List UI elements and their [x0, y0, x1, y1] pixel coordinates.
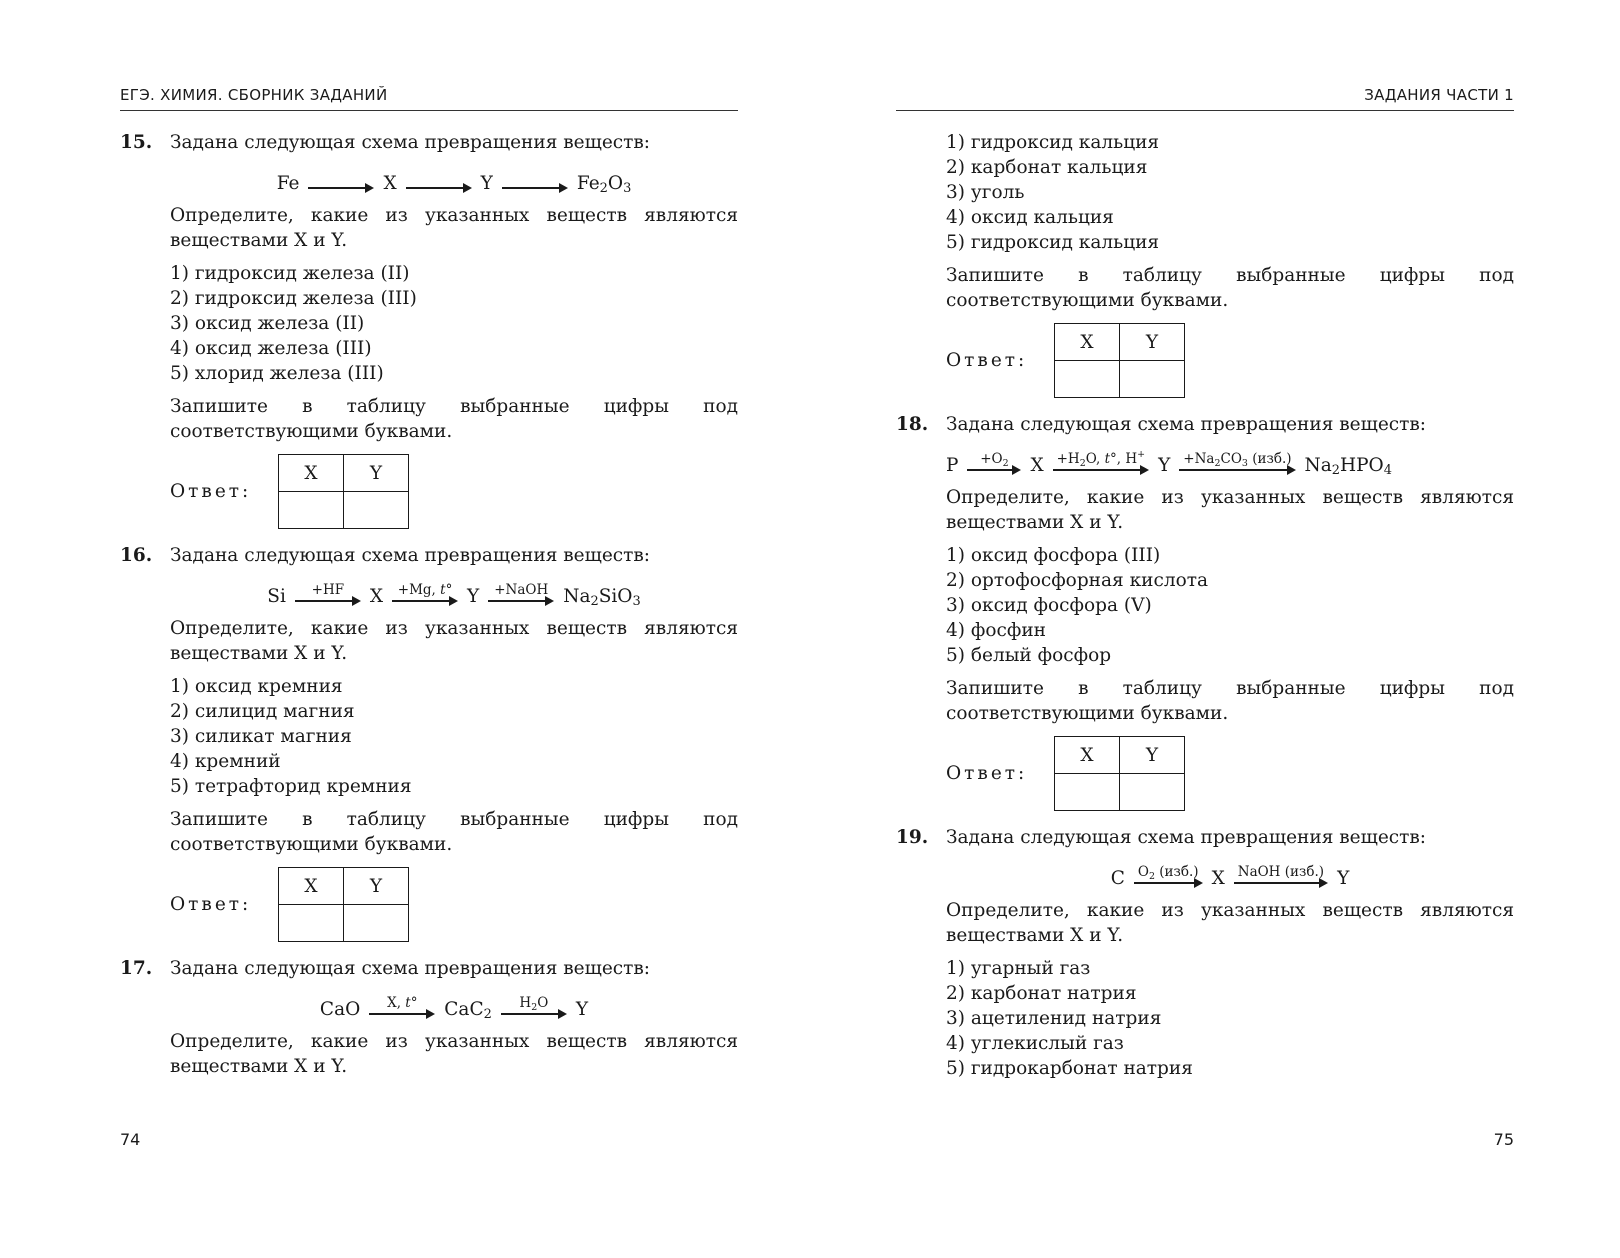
species-x: X — [369, 586, 384, 607]
option-item: 3) силикат магния — [170, 726, 352, 747]
reaction-arrow: NaOH (изб.) — [1231, 865, 1331, 890]
reaction-arrow: +HF — [292, 583, 364, 608]
instruction-text: Запишите в таблицу выбранные цифры под соответствующими буквами. — [946, 265, 1514, 311]
task-18 — [896, 412, 1514, 811]
answer-cell-x[interactable] — [279, 905, 344, 942]
header-x: X — [1055, 324, 1120, 361]
option-list — [946, 956, 1514, 1081]
species-fe: Fe — [276, 173, 300, 194]
question-text: Определите, какие из указанных веществ являются веществами X и Y. — [946, 900, 1514, 946]
reaction-arrow: +Mg, t° — [389, 583, 461, 608]
page-number-left: 74 — [120, 1130, 141, 1149]
species-y: Y — [467, 586, 480, 607]
option-item: 2) силицид магния — [170, 701, 355, 722]
species-fe2o3: $Fe_2O_3$ — [576, 173, 632, 196]
reaction-scheme — [170, 991, 738, 1021]
answer-cell-y[interactable] — [344, 905, 409, 942]
task-19 — [896, 825, 1514, 1081]
left-page — [120, 0, 738, 1258]
task-number: 18. — [896, 414, 929, 435]
answer-label: Ответ: — [170, 481, 252, 502]
reaction-arrow — [305, 170, 377, 195]
instruction-text: Запишите в таблицу выбранные цифры под соответствующими буквами. — [170, 809, 738, 855]
reaction-scheme — [940, 447, 1514, 477]
option-item: 1) гидроксид железа (II) — [170, 263, 410, 284]
question-text: Определите, какие из указанных веществ являются веществами X и Y. — [170, 205, 738, 251]
answer-cell-x[interactable] — [1055, 774, 1120, 811]
option-item: 5) белый фосфор — [946, 645, 1112, 666]
option-item: 4) оксид железа (III) — [170, 338, 372, 359]
option-item: 2) карбонат кальция — [946, 157, 1148, 178]
task-17-continued — [896, 130, 1514, 398]
scheme-intro: Задана следующая схема превращения веществ: — [170, 958, 651, 979]
answer-row — [946, 736, 1514, 811]
species-c: C — [1110, 868, 1125, 889]
page-number-right: 75 — [1493, 1130, 1514, 1149]
running-head-left: ЕГЭ. ХИМИЯ. СБОРНИК ЗАДАНИЙ — [120, 86, 738, 111]
reaction-arrow: $+O_2$ — [964, 452, 1024, 477]
answer-cell-x[interactable] — [1055, 361, 1120, 398]
answer-row — [946, 323, 1514, 398]
option-item: 1) угарный газ — [946, 958, 1091, 979]
answer-table — [278, 867, 409, 942]
species-p: P — [946, 455, 959, 476]
species-x: X — [1211, 868, 1225, 889]
answer-table — [278, 454, 409, 529]
instruction-text: Запишите в таблицу выбранные цифры под соответствующими буквами. — [946, 678, 1514, 724]
task-16 — [120, 543, 738, 942]
option-item: 4) углекислый газ — [946, 1033, 1124, 1054]
reaction-arrow: X, t° — [366, 996, 438, 1021]
answer-cell-x[interactable] — [279, 492, 344, 529]
option-item: 5) гидроксид кальция — [946, 232, 1160, 253]
header-y: Y — [1120, 737, 1185, 774]
species-na2sio3: $Na_2SiO_3$ — [563, 586, 641, 609]
option-item: 3) уголь — [946, 182, 1025, 203]
option-item: 5) тетрафторид кремния — [170, 776, 412, 797]
option-list — [946, 130, 1514, 255]
species-y: Y — [1158, 455, 1171, 476]
task-17 — [120, 956, 738, 1079]
answer-table — [1054, 323, 1185, 398]
answer-label: Ответ: — [946, 763, 1028, 784]
answer-label: Ответ: — [946, 350, 1028, 371]
option-item: 1) оксид кремния — [170, 676, 343, 697]
running-head-right: ЗАДАНИЯ ЧАСТИ 1 — [896, 86, 1514, 111]
task-number: 19. — [896, 827, 929, 848]
option-item: 4) оксид кальция — [946, 207, 1114, 228]
species-y: Y — [575, 999, 589, 1020]
species-y: Y — [480, 173, 493, 194]
task-number: 16. — [120, 545, 153, 566]
option-list — [170, 674, 738, 799]
task-15 — [120, 130, 738, 529]
scheme-intro: Задана следующая схема превращения веществ: — [170, 545, 651, 566]
header-y: Y — [344, 868, 409, 905]
species-cac2: CaC$_2$ — [444, 999, 492, 1022]
question-text: Определите, какие из указанных веществ являются веществами X и Y. — [946, 487, 1514, 533]
answer-label: Ответ: — [170, 894, 252, 915]
answer-cell-y[interactable] — [344, 492, 409, 529]
task-number: 15. — [120, 132, 153, 153]
option-item: 4) фосфин — [946, 620, 1046, 641]
option-item: 4) кремний — [170, 751, 281, 772]
reaction-arrow: $+H_2O$, t°, H+ — [1050, 452, 1152, 477]
species-x: X — [383, 173, 397, 194]
reaction-arrow: $+Na_2CO_3$ (изб.) — [1176, 452, 1298, 477]
question-text: Определите, какие из указанных веществ являются веществами X и Y. — [170, 618, 738, 664]
header-x: X — [279, 455, 344, 492]
scheme-intro: Задана следующая схема превращения веществ: — [170, 132, 651, 153]
question-text: Определите, какие из указанных веществ являются веществами X и Y. — [170, 1031, 738, 1077]
reaction-arrow: $O_2$ (изб.) — [1131, 865, 1206, 890]
reaction-arrow: $H_2O$ — [498, 996, 570, 1021]
header-y: Y — [344, 455, 409, 492]
answer-table — [1054, 736, 1185, 811]
reaction-arrow — [403, 170, 475, 195]
species-x: X — [1030, 455, 1044, 476]
option-item: 2) карбонат натрия — [946, 983, 1137, 1004]
right-page — [896, 0, 1514, 1258]
option-item: 5) гидрокарбонат натрия — [946, 1058, 1193, 1079]
option-item: 2) гидроксид железа (III) — [170, 288, 417, 309]
header-x: X — [1055, 737, 1120, 774]
scheme-intro: Задана следующая схема превращения веществ: — [946, 414, 1427, 435]
reaction-arrow — [499, 170, 571, 195]
scheme-intro: Задана следующая схема превращения веществ: — [946, 827, 1427, 848]
option-list — [946, 543, 1514, 668]
answer-row — [170, 867, 738, 942]
answer-row — [170, 454, 738, 529]
option-item: 1) гидроксид кальция — [946, 132, 1160, 153]
option-item: 3) оксид железа (II) — [170, 313, 365, 334]
option-item: 5) хлорид железа (III) — [170, 363, 384, 384]
option-item: 2) ортофосфорная кислота — [946, 570, 1208, 591]
header-y: Y — [1120, 324, 1185, 361]
reaction-scheme — [170, 165, 738, 195]
option-item: 3) ацетиленид натрия — [946, 1008, 1162, 1029]
reaction-arrow: +NaOH — [485, 583, 557, 608]
option-item: 1) оксид фосфора (III) — [946, 545, 1161, 566]
reaction-scheme — [946, 860, 1514, 890]
right-page-content — [896, 130, 1514, 1095]
species-si: Si — [267, 586, 286, 607]
task-number: 17. — [120, 958, 153, 979]
answer-cell-y[interactable] — [1120, 361, 1185, 398]
option-item: 3) оксид фосфора (V) — [946, 595, 1152, 616]
species-y: Y — [1337, 868, 1350, 889]
species-cao: CaO — [319, 999, 361, 1020]
option-list — [170, 261, 738, 386]
left-page-content — [120, 130, 738, 1093]
answer-cell-y[interactable] — [1120, 774, 1185, 811]
species-na2hpo4: $Na_2HPO_4$ — [1304, 455, 1392, 478]
header-x: X — [279, 868, 344, 905]
instruction-text: Запишите в таблицу выбранные цифры под соответствующими буквами. — [170, 396, 738, 442]
reaction-scheme — [170, 578, 738, 608]
